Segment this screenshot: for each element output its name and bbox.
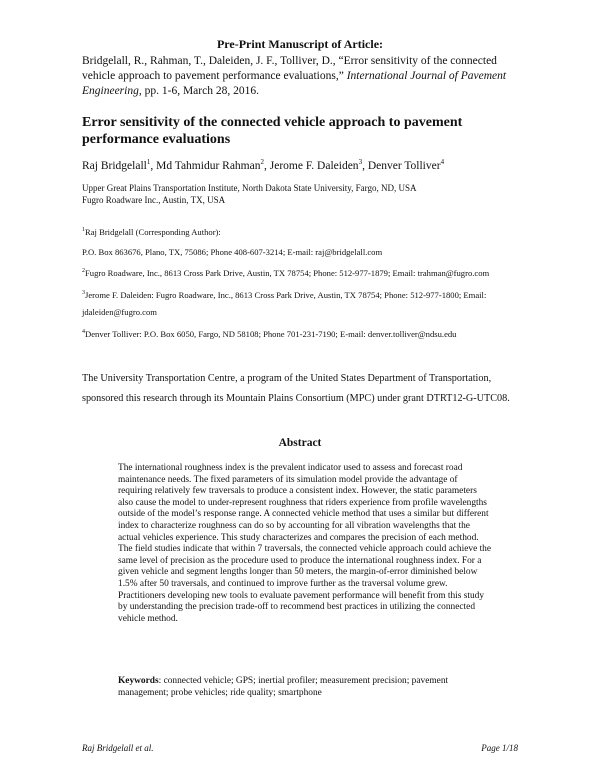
- affiliations: [82, 183, 416, 206]
- contact-entry: [82, 324, 532, 344]
- citation-journal: International Journal of Pavement Engineering: [82, 70, 507, 97]
- author-mark: 3: [358, 158, 363, 166]
- keywords-text: : connected vehicle; GPS; inertial profiler; measurement precision; pavement management; probe vehicles; ride quality; smartphone: [118, 676, 449, 698]
- contact-text: Jerome F. Daleiden: Fugro Roadware, Inc., 8613 Cross Park Drive, Austin, TX 78754; Phone: 512-977-1800; Email: jdaleiden@fugro.com: [82, 289, 487, 317]
- contact-text: Denver Tolliver: P.O. Box 6050, Fargo, ND 58108; Phone 701-231-7190; E-mail: denver.tolliver@ndsu.edu: [85, 328, 457, 339]
- paper-title: Error sensitivity of the connected vehicle approach to pavement performance evaluations: [82, 115, 463, 147]
- author-sep: ,: [263, 160, 270, 172]
- author-mark: 1: [146, 158, 151, 166]
- contact-list: [82, 222, 532, 345]
- author-list: [82, 158, 444, 172]
- contact-text: Raj Bridgelall (Corresponding Author):: [85, 227, 221, 237]
- author-sep: ,: [362, 160, 368, 172]
- affiliation-line: Fugro Roadware Inc., Austin, TX, USA: [82, 194, 226, 205]
- contact-mark: 3: [82, 289, 85, 296]
- contact-mark: 4: [82, 328, 85, 335]
- funding-statement: The University Transportation Centre, a program of the United States Department of Transportation, sponsored this research through its Mountain Plains Consortium (MPC) under grant DTRT12-G-UTC08.: [82, 373, 510, 404]
- citation-tail: , pp. 1-6, March 28, 2016.: [138, 85, 259, 97]
- author-name: Jerome F. Daleiden: [269, 160, 359, 172]
- contact-mark: 2: [82, 268, 85, 274]
- author-name: Denver Tolliver: [367, 160, 441, 172]
- author-mark: 4: [440, 158, 445, 166]
- citation-authors: Bridgelall, R., Rahman, T., Daleiden, J. F., Tolliver, D., “Error sensitivity of the connected vehicle approach to pavement performance evaluations,”: [82, 55, 497, 82]
- keywords-label: Keywords: [118, 676, 159, 686]
- contact-text: Fugro Roadware, Inc., 8613 Cross Park Drive, Austin, TX 78754; Phone: 512-977-1879; Email: trahman@fugro.com: [85, 268, 490, 278]
- abstract-body: The international roughness index is the prevalent indicator used to assess and forecast road maintenance needs. The fixed parameters of its simulation model provide the advantage of requiring relatively few traversals to produce a consistent index. However, the static parameters also cause the model to under-represent roughness that riders experience from profile wavelengths outside of the model’s response range. A connected vehicle method that uses a similar but different index to characterize roughness can do so by accounting for all vibration wavelengths that the actual vehicles experience. This study characterizes and compares the precision of each method. The field studies indicate that within 7 traversals, the connected vehicle approach could achieve the same level of precision as the procedure used to produce the international roughness index. For a given vehicle and segment lengths longer than 50 meters, the margin-of-error diminished below 1.5% after 50 traversals, and continued to improve further as the traversal volume grew. Practitioners developing new tools to evaluate pavement performance will benefit from this study by understanding the precision trade-off to recommend best practices in utilizing the connected vehicle method.: [118, 463, 492, 624]
- contact-entry: [82, 263, 532, 283]
- author-mark: 2: [260, 158, 264, 166]
- author-name: Md Tahmidur Rahman: [156, 160, 261, 172]
- footer-running-author: Raj Bridgelall et al.: [82, 743, 154, 753]
- abstract-heading: Abstract: [278, 437, 322, 449]
- contact-entry: [82, 285, 532, 322]
- citation: [82, 54, 522, 99]
- affiliation-line: Upper Great Plains Transportation Institute, North Dakota State University, Fargo, ND, USA: [82, 183, 417, 193]
- contact-entry: [82, 244, 532, 262]
- preprint-label: Pre-Print Manuscript of Article:: [216, 37, 384, 51]
- contact-entry: [82, 222, 532, 242]
- author-name: Raj Bridgelall: [82, 160, 147, 172]
- keywords: [118, 676, 494, 699]
- author-sep: ,: [150, 160, 157, 172]
- contact-text: P.O. Box 863676, Plano, TX, 75086; Phone 408-607-3214; E-mail: raj@bridgelall.com: [82, 246, 383, 257]
- contact-mark: 1: [82, 227, 85, 233]
- footer-page-number: Page 1/18: [481, 743, 518, 753]
